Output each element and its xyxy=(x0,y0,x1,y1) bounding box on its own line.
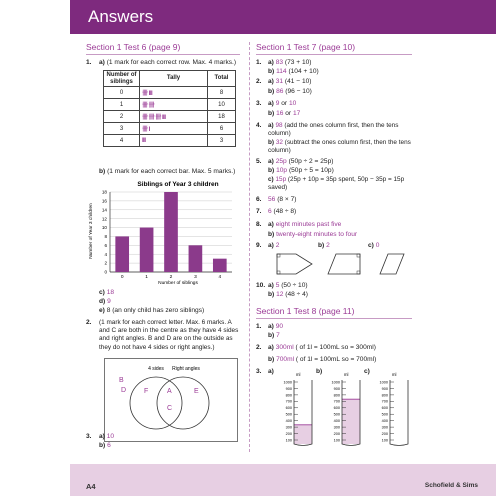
table-row: 3 卌 I 6 xyxy=(104,123,236,135)
cylinder-tick-label: 100 xyxy=(333,438,340,443)
shape-pentagon xyxy=(276,252,316,276)
t7-question-8a: a) eight minutes past five xyxy=(268,221,342,228)
chart-y-label: Number of Year 3 children xyxy=(89,203,94,259)
tally-table xyxy=(103,70,236,147)
y-tick-label: 16 xyxy=(101,198,107,204)
t8-question-3c: c) xyxy=(364,368,370,375)
t7-question-1b: b) 114 (104 + 10) xyxy=(268,68,319,75)
cylinder-tick-label: 800 xyxy=(333,393,340,398)
t7-question-3a: a) 9 or 10 xyxy=(268,100,297,107)
bar xyxy=(115,236,129,272)
t7-question-6: 56 (8 × 7) xyxy=(268,196,297,203)
publisher-name: Schofield & Sims xyxy=(424,482,478,489)
bar xyxy=(140,228,154,272)
y-tick-label: 6 xyxy=(104,242,107,248)
question-number: 7. xyxy=(256,208,262,215)
x-tick-label: 1 xyxy=(145,275,148,280)
y-tick-label: 8 xyxy=(104,234,107,240)
section-title-test6: Section 1 Test 6 (page 9) xyxy=(86,42,181,52)
table-row: 4 III 3 xyxy=(104,135,236,147)
question-number: 5. xyxy=(256,158,262,165)
cylinder-tick-label: 600 xyxy=(381,406,388,411)
cylinder-tick-label: 1000 xyxy=(379,380,388,385)
cylinder-tick-label: 200 xyxy=(333,431,340,436)
cylinder-tick-label: 100 xyxy=(381,438,388,443)
x-tick-label: 0 xyxy=(120,275,124,280)
cylinder-tick-label: 300 xyxy=(333,425,340,430)
cylinder-unit-label: ml xyxy=(392,372,397,377)
venn-letter-c: C xyxy=(167,405,173,412)
t7-question-10a: a) 5 (50 ÷ 10) xyxy=(268,282,308,289)
y-tick-label: 2 xyxy=(104,260,107,266)
cylinder-tick-label: 900 xyxy=(285,386,292,391)
t7-question-2b: b) 86 (96 − 10) xyxy=(268,88,312,95)
measuring-cylinder-c xyxy=(368,370,412,450)
t7-question-7: 6 (48 ÷ 8) xyxy=(268,208,297,215)
page-number: A4 xyxy=(86,482,96,491)
bar xyxy=(189,245,203,272)
cylinder-tick-label: 900 xyxy=(381,386,388,391)
t7-question-10b: b) 12 (48 ÷ 4) xyxy=(268,291,308,298)
section-title-test8: Section 1 Test 8 (page 11) xyxy=(256,306,355,316)
cylinder-outline xyxy=(390,380,408,446)
column-divider xyxy=(249,42,250,452)
cylinder-tick-label: 400 xyxy=(381,419,388,424)
table-row: 2 卌 卌 卌 III 18 xyxy=(104,111,236,123)
y-tick-label: 4 xyxy=(104,251,107,257)
question-number: 6. xyxy=(256,196,262,203)
question-3a: a) 10 xyxy=(99,433,115,440)
question-number: 1. xyxy=(86,59,92,66)
y-tick-label: 10 xyxy=(101,225,107,231)
table-header: Tally xyxy=(140,71,208,87)
section-rule xyxy=(86,54,240,55)
question-number: 9. xyxy=(256,242,262,249)
cylinder-tick-label: 600 xyxy=(333,406,340,411)
question-number: 3. xyxy=(256,368,262,375)
cylinder-tick-label: 800 xyxy=(285,393,292,398)
venn-letter-b: B xyxy=(119,377,124,384)
cylinder-tick-label: 500 xyxy=(381,412,388,417)
cylinder-tick-label: 300 xyxy=(381,425,388,430)
footer-bar xyxy=(70,464,496,496)
y-tick-label: 18 xyxy=(101,189,107,195)
measuring-cylinder-b xyxy=(320,370,364,450)
t7-question-5c: c) 15p (25p + 10p = 35p spent, 50p − 35p = 15p saved) xyxy=(268,176,405,192)
question-number: 3. xyxy=(86,433,92,440)
t8-question-2a: a) 300ml ( of 1l = 100mL so = 300ml) xyxy=(268,344,376,351)
shape-trapezium xyxy=(326,252,366,276)
t8-question-2b: b) 700ml ( of 1l = 100mL so = 700ml) xyxy=(268,356,377,363)
question-number: 1. xyxy=(256,59,262,66)
cylinder-tick-label: 500 xyxy=(333,412,340,417)
question-1b: b) (1 mark for each correct bar. Max. 5 marks.) xyxy=(99,168,236,175)
t7-question-2a: a) 31 (41 − 10) xyxy=(268,78,312,85)
y-tick-label: 14 xyxy=(101,207,107,213)
venn-label-right-angles: Right angles xyxy=(172,366,200,372)
t8-question-1b: b) 7 xyxy=(268,332,280,339)
cylinder-tick-label: 700 xyxy=(285,399,292,404)
shape-parallelogram xyxy=(378,252,408,276)
section-rule xyxy=(256,54,412,55)
cylinder-tick-label: 1000 xyxy=(331,380,340,385)
t8-question-1a: a) 90 xyxy=(268,323,284,330)
bar xyxy=(164,192,178,272)
t7-question-1a: a) 83 (73 + 10) xyxy=(268,59,312,66)
question-number: 3. xyxy=(256,100,262,107)
question-1c: c) 18 xyxy=(99,289,115,296)
venn-letter-f: F xyxy=(144,388,149,395)
t7-question-8b: b) twenty-eight minutes to four xyxy=(268,231,358,238)
x-tick-label: 2 xyxy=(169,275,173,280)
question-1e: e) 8 (an only child has zero siblings) xyxy=(99,307,205,314)
y-tick-label: 12 xyxy=(101,216,107,222)
table-row: 1 卌 卌 10 xyxy=(104,99,236,111)
cylinder-tick-label: 800 xyxy=(381,393,388,398)
question-number: 4. xyxy=(256,122,262,129)
t7-question-5b: b) 10p (50p ÷ 5 = 10p) xyxy=(268,167,334,174)
bar-chart xyxy=(84,176,244,286)
cylinder-liquid xyxy=(294,425,312,444)
bar xyxy=(213,259,227,272)
question-number: 1. xyxy=(256,323,262,330)
cylinder-tick-label: 700 xyxy=(333,399,340,404)
t7-question-4a: a) 98 (add the ones column first, then the tens column) xyxy=(268,122,399,138)
page-title: Answers xyxy=(88,7,154,26)
table-row: 0 卌 III 8 xyxy=(104,87,236,99)
chart-title: Siblings of Year 3 children xyxy=(137,181,219,188)
x-tick-label: 4 xyxy=(218,275,222,280)
section-rule xyxy=(256,318,412,319)
t8-question-3a: a) xyxy=(268,368,274,375)
question-number: 8. xyxy=(256,221,262,228)
question-number: 2. xyxy=(86,319,92,326)
venn-label-4-sides: 4 sides xyxy=(148,366,164,372)
t7-question-9c: c) 0 xyxy=(368,242,380,249)
venn-diagram xyxy=(104,358,238,442)
t7-question-4b: b) 32 (subtract the ones column first, then the tens column) xyxy=(268,139,411,155)
cylinder-tick-label: 100 xyxy=(285,438,292,443)
venn-letter-e: E xyxy=(194,388,199,395)
question-number: 2. xyxy=(256,78,262,85)
venn-letter-a: A xyxy=(167,388,172,395)
question-number: 2. xyxy=(256,344,262,351)
cylinder-tick-label: 700 xyxy=(381,399,388,404)
venn-letter-d: D xyxy=(121,387,127,394)
question-2-text: (1 mark for each correct letter. Max. 6 marks. A and C are both in the centre as they have 4 sides and right angles. B and D are on the outside as they do not have 4 sides or right angles.) xyxy=(99,319,239,351)
t7-question-3b: b) 16 or 17 xyxy=(268,110,301,117)
cylinder-tick-label: 200 xyxy=(285,431,292,436)
cylinder-tick-label: 500 xyxy=(285,412,292,417)
chart-x-label: Number of siblings xyxy=(158,281,198,286)
question-1d: d) 9 xyxy=(99,298,111,305)
section-title-test7: Section 1 Test 7 (page 10) xyxy=(256,42,356,52)
question-1a: a) (1 mark for each correct row. Max. 4 marks.) xyxy=(99,59,237,66)
cylinder-tick-label: 1000 xyxy=(283,380,292,385)
table-header: Number of siblings xyxy=(104,71,140,87)
measuring-cylinder-a xyxy=(272,370,316,450)
t7-question-5a: a) 25p (50p ÷ 2 = 25p) xyxy=(268,158,334,165)
cylinder-tick-label: 200 xyxy=(381,431,388,436)
cylinder-unit-label: ml xyxy=(296,372,301,377)
question-number: 10. xyxy=(256,282,266,289)
cylinder-unit-label: ml xyxy=(344,372,349,377)
cylinder-tick-label: 600 xyxy=(285,406,292,411)
cylinder-tick-label: 300 xyxy=(285,425,292,430)
cylinder-liquid xyxy=(342,399,360,444)
t7-question-9b: b) 2 xyxy=(318,242,330,249)
question-3b: b) 6 xyxy=(99,442,111,449)
cylinder-tick-label: 400 xyxy=(333,419,340,424)
x-tick-label: 3 xyxy=(194,275,197,280)
cylinder-tick-label: 400 xyxy=(285,419,292,424)
cylinder-tick-label: 900 xyxy=(333,386,340,391)
t8-question-3b: b) xyxy=(316,368,323,375)
y-tick-label: 0 xyxy=(104,269,107,275)
table-header: Total xyxy=(208,71,236,87)
t7-question-9a: a) 2 xyxy=(268,242,280,249)
